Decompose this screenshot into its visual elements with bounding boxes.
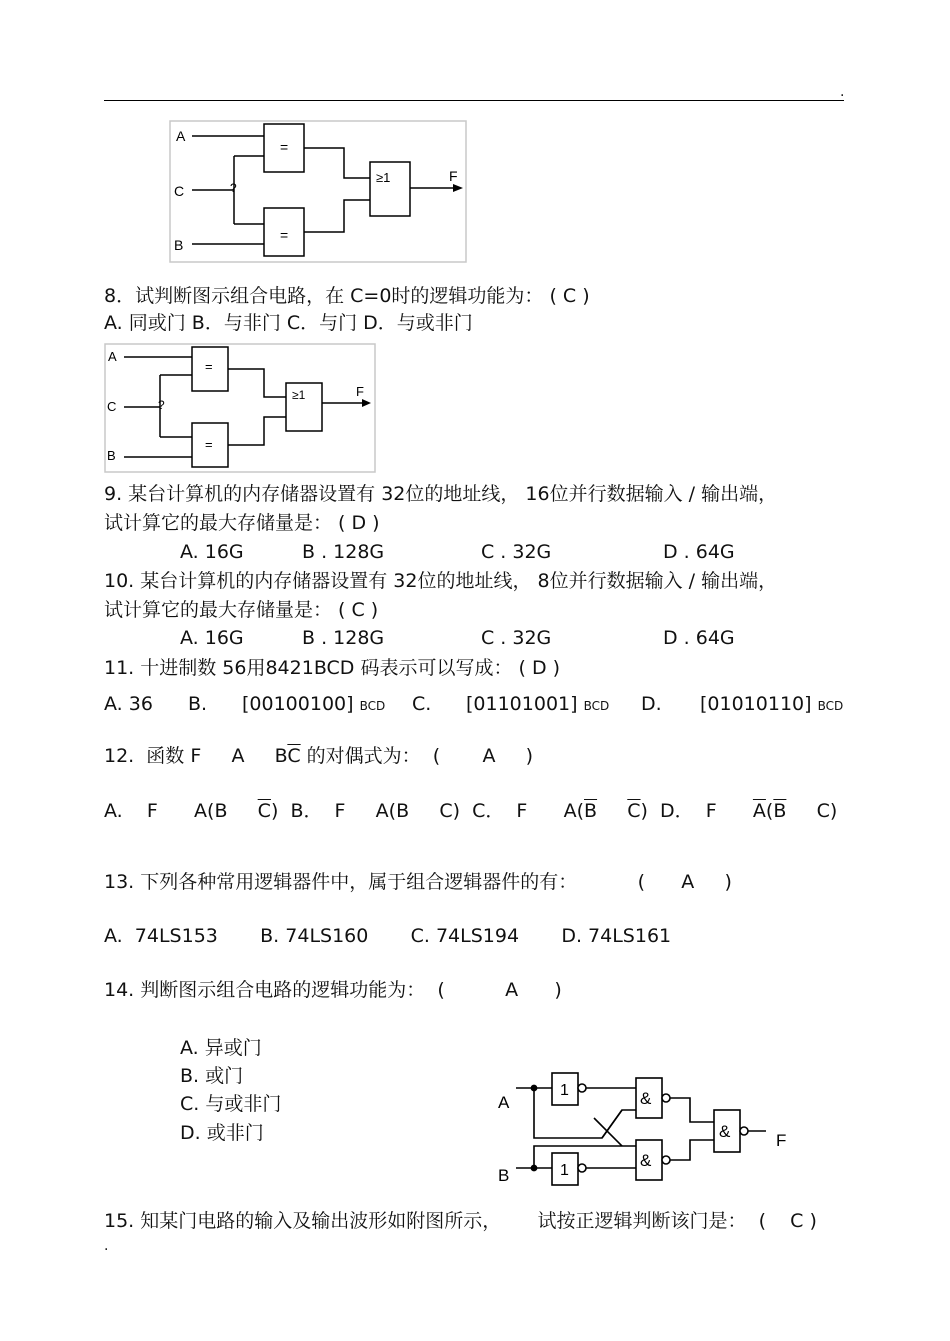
question-11-option-c-value: [01101001] BCD xyxy=(466,693,610,715)
circuit3-nand-bottom-label: & xyxy=(640,1151,652,1170)
circuit2-question-mark: ? xyxy=(158,398,165,412)
circuit-diagram-3 xyxy=(494,1066,804,1192)
circuit2-input-c: C xyxy=(107,399,117,414)
question-9-line-2: 试计算它的最大存储量是： ( D ) xyxy=(104,512,380,534)
question-11-option-c: C. xyxy=(412,693,432,715)
question-11-option-a: A. 36 xyxy=(104,693,153,715)
circuit1-question-mark: ? xyxy=(230,181,237,195)
circuit2-gate-top-label: = xyxy=(205,359,213,374)
circuit3-not-gate-bottom-label: 1 xyxy=(560,1162,569,1179)
circuit1-input-c: C xyxy=(174,183,185,199)
circuit3-input-a: A xyxy=(498,1093,510,1112)
circuit1-gate-or-label: ≥1 xyxy=(376,170,391,185)
question-10-option-c: C . 32G xyxy=(481,627,552,649)
footer-dot: . xyxy=(104,1238,109,1254)
circuit-diagram-1 xyxy=(168,120,468,263)
header-rule xyxy=(104,100,844,101)
question-14-option-a: A. 异或门 xyxy=(180,1037,262,1059)
question-13-text: 13. 下列各种常用逻辑器件中，属于组合逻辑器件的有： ( A ) xyxy=(104,871,732,893)
circuit3-nand-top-label: & xyxy=(640,1089,652,1108)
question-13-options: A. 74LS153 B. 74LS160 C. 74LS194 D. 74LS161 xyxy=(104,925,672,947)
question-11-text: 11. 十进制数 56用8421BCD 码表示可以写成： ( D ) xyxy=(104,657,561,679)
question-11-option-d: D. xyxy=(641,693,662,715)
question-11-option-b: B. xyxy=(188,693,208,715)
question-9-option-d: D . 64G xyxy=(663,541,735,563)
circuit1-input-b: B xyxy=(174,237,184,253)
question-12-options: A. F A(B $\overline{C}$) B． F A(B C) C． F $A(\overline{B}$ $\overline{C}$) D． F $\overline{A}(\overline{B}$ C) xyxy=(104,800,838,822)
circuit1-input-a: A xyxy=(176,128,186,144)
question-8-options: A. 同或门 B．与非门 C．与门 D．与或非门 xyxy=(104,312,473,334)
question-10-line-1: 10. 某台计算机的内存储器设置有 32位的地址线， 8位并行数据输入 / 输出端， xyxy=(104,570,778,592)
circuit3-nand-final-label: & xyxy=(719,1122,731,1141)
circuit3-not-gate-top-label: 1 xyxy=(560,1082,569,1099)
circuit-diagram-2 xyxy=(104,343,376,473)
circuit2-gate-or-label: ≥1 xyxy=(292,388,306,402)
question-10-line-2: 试计算它的最大存储量是： ( C ) xyxy=(104,599,379,621)
b-complement: $\overline{B}$ xyxy=(773,800,787,822)
question-12-text: 12. 函数 F A $B\overline{C}$ 的对偶式为： ( A ) xyxy=(104,745,534,767)
question-14-option-c: C. 与或非门 xyxy=(180,1093,282,1115)
question-14-option-b: B. 或门 xyxy=(180,1065,244,1087)
question-11-option-d-value: [01010110] BCD xyxy=(700,693,844,715)
circuit1-gate-top-label: = xyxy=(280,139,289,155)
a-complement: $\overline{A}$ xyxy=(752,800,766,822)
question-15-text: 15. 知某门电路的输入及输出波形如附图所示， 试按正逻辑判断该门是： ( C ) xyxy=(104,1210,817,1232)
c-complement: $\overline{C}$ xyxy=(257,800,271,822)
circuit2-input-b: B xyxy=(107,448,116,463)
circuit3-input-b: B xyxy=(498,1166,510,1185)
bcd-subscript: BCD xyxy=(817,699,844,713)
question-14-option-d: D. 或非门 xyxy=(180,1122,264,1144)
header-dot: . xyxy=(840,84,845,100)
question-8-text: 8．试判断图示组合电路，在 C=0时的逻辑功能为： ( C ) xyxy=(104,285,590,307)
question-11-option-b-value: [00100100] BCD xyxy=(242,693,386,715)
c-complement: $\overline{C}$ xyxy=(627,800,641,822)
question-9-option-b: B . 128G xyxy=(302,541,385,563)
circuit2-output-f: F xyxy=(356,384,364,399)
circuit2-gate-bottom-label: = xyxy=(205,437,213,452)
question-14-text: 14. 判断图示组合电路的逻辑功能为： ( A ) xyxy=(104,979,562,1001)
question-10-option-a: A. 16G xyxy=(180,627,244,649)
circuit1-output-f: F xyxy=(449,168,458,184)
c-complement: $\overline{C}$ xyxy=(287,745,301,767)
question-9-option-a: A. 16G xyxy=(180,541,244,563)
question-9-option-c: C . 32G xyxy=(481,541,552,563)
circuit2-input-a: A xyxy=(108,349,117,364)
question-9-line-1: 9. 某台计算机的内存储器设置有 32位的地址线， 16位并行数据输入 / 输出端， xyxy=(104,483,778,505)
b-complement: $\overline{B}$ xyxy=(584,800,598,822)
question-10-option-d: D . 64G xyxy=(663,627,735,649)
circuit1-gate-bottom-label: = xyxy=(280,227,289,243)
circuit3-output-f: F xyxy=(776,1131,787,1150)
bcd-subscript: BCD xyxy=(359,699,386,713)
question-10-option-b: B . 128G xyxy=(302,627,385,649)
bcd-subscript: BCD xyxy=(583,699,610,713)
